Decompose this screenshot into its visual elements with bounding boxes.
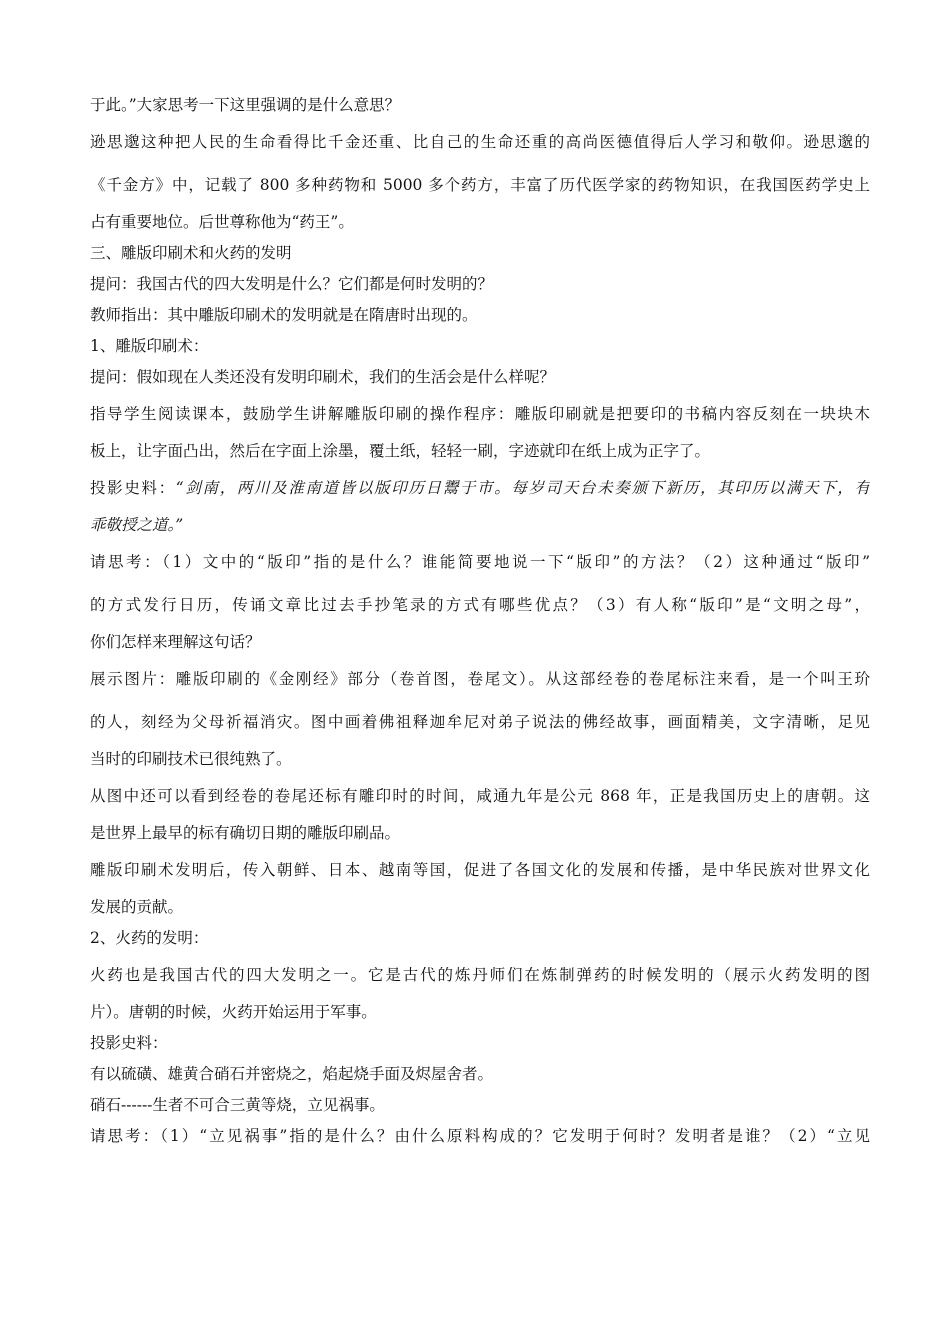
text-line-20: 从图中还可以看到经卷的卷尾还标有雕印时的时间，咸通九年是公元 868 年，正是我国历史上的唐朝。这 [90,787,870,805]
subheading-gunpowder: 2、火药的发明： [90,929,209,947]
text-line-10: 指导学生阅读课本，鼓励学生讲解雕版印刷的操作程序：雕版印刷就是把要印的书稿内容反刻在一块块木 [90,405,870,423]
document-page [90,90,870,1152]
text-line-29: 硝石------生者不可合三黄等烧，立见祸事。 [90,1096,385,1114]
text-line-25: 火药也是我国古代的四大发明之一。它是古代的炼丹师们在炼制弹药的时候发明的（展示火药发明的图 [90,966,870,984]
text-line-13: 乖敬授之道。” [90,516,184,534]
text-line-2: 逊思邈这种把人民的生命看得比千金还重、比自己的生命还重的高尚医德值得后人学习和敬仰。逊思邈的 [90,133,870,151]
text-line-3: 《千金方》中，记载了 800 多种药物和 5000 多个药方，丰富了历代医学家的药物知识，在我国医药学史上 [90,176,870,194]
subheading-printing: 1、雕版印刷术： [90,337,209,355]
text-line-27: 投影史料： [90,1034,168,1052]
text-line-15: 的方式发行日历，传诵文章比过去手抄笔录的方式有哪些优点？（3）有人称“版印”是“文明之母”， [90,596,870,614]
text-line-21: 是世界上最早的标有确切日期的雕版印刷品。 [90,824,401,842]
text-line-11: 板上，让字面凸出，然后在字面上涂墨，覆土纸，轻轻一刷，字迹就印在纸上成为正字了。 [90,442,711,460]
text-line-23: 发展的贡献。 [90,898,184,916]
text-line-4: 占有重要地位。后世尊称他为“药王”。 [90,213,354,231]
historical-quote: “剑南，两川及淮南道皆以版印历日鬻于市。每岁司天台未奏颁下新历，其印历以满天下，有 [175,479,870,497]
text-line-12 [90,467,870,510]
text-line-22: 雕版印刷术发明后，传入朝鲜、日本、越南等国，促进了各国文化的发展和传播，是中华民族对世界文化 [90,861,870,879]
text-line-18: 的人，刻经为父母祈福消灾。图中画着佛祖释迦牟尼对弟子说法的佛经故事，画面精美，文字清晰，足见 [90,713,870,731]
section-heading-3: 三、雕版印刷术和火药的发明 [90,244,292,262]
text-line-1: 于此。”大家思考一下这里强调的是什么意思？ [90,96,401,114]
text-line-17: 展示图片：雕版印刷的《金刚经》部分（卷首图，卷尾文）。从这部经卷的卷尾标注来看，是一个叫王玠 [90,670,870,688]
text-line-26: 片）。唐朝的时候，火药开始运用于军事。 [90,1003,377,1021]
text-line-6: 提问：我国古代的四大发明是什么？它们都是何时发明的？ [90,275,494,293]
text-line-16: 你们怎样来理解这句话？ [90,633,261,651]
text-line-14: 请思考：（1）文中的“版印”指的是什么？谁能简要地说一下“版印”的方法？（2）这种通过“版印” [90,553,870,571]
text-line-30: 请思考：（1）“立见祸事”指的是什么？由什么原料构成的？它发明于何时？发明者是谁？（2）“立见 [90,1127,870,1145]
text-line-7: 教师指出：其中雕版印刷术的发明就是在隋唐时出现的。 [90,306,478,324]
text-line-28: 有以硫磺、雄黄合硝石并密烧之，焰起烧手面及烬屋舍者。 [90,1065,494,1083]
text-line-9: 提问：假如现在人类还没有发明印刷术，我们的生活会是什么样呢？ [90,368,556,386]
text-line-19: 当时的印刷技术已很纯熟了。 [90,750,292,768]
quote-label: 投影史料： [90,479,176,497]
